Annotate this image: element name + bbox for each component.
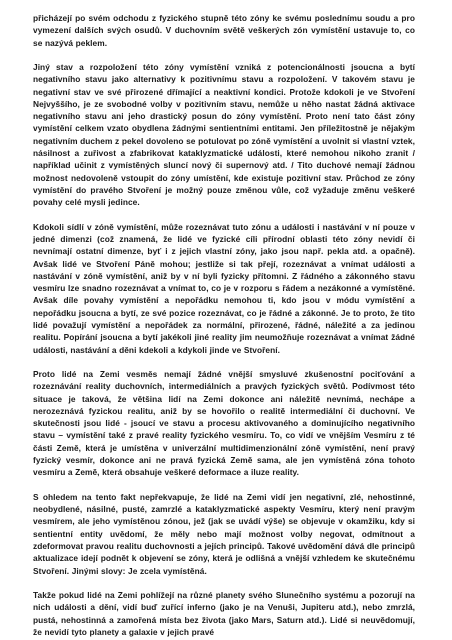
paragraph-3: Kdokoli sídlí v zóně vymístění, může rozeznávat tuto zónu a události i nastávání v ní pouze v jedné dimenzi (což znamená, že lidé ve fyzické cíli přírodní oblasti této zóny nevidí či nevnímají ostatní dimenze, byť i z jejich vlastní zóny, jako jsou např. pekla atd. a opačně). Avšak lidé ve Stvoření Páně mohou; jestliže si tak přejí, rozeznávat a vnímat události a nastávání v zóně vymístění, aniž by v ní byli fyzicky přítomni. Z řádného a zákonného stavu vesmíru lze snadno rozeznávat a vnímat to, co je v rozporu s řádem a nezákonné a vymístěné. Avšak díle povahy vymístění a nepořádku nemohou ti, kdo jsou v módu vymístění a nepořádku jsoucna a bytí, ze své pozice rozeznávat, co je řádné a zákonné. Je to proto, že tito lidé považují vymístění a nepořádek za normální, přirozené, řádné, náležité a za jedinou realitu. Popírání jsoucna a bytí jakékoli jiné reality jim neumožňuje rozeznávat a vnímat žádné události, nastávání a děni kdekoli a kdykoli jinde ve Stvoření. <box>33 221 415 355</box>
paragraph-2: Jiný stav a rozpoložení této zóny vymístění vzniká z potencionálnosti jsoucna a bytí negativního stavu jako alternativy k pozitivnímu stavu a rozpoložení. V takovém stavu je negativní stav ve své přirozené dřímající a neaktivní kondici. Protože kdokoli je ve Stvoření Nejvyššího, je ze svobodné volby v pozitivním stavu, nemůže u něho nastat žádná aktivace negativního stavu ani jeho drastický posun do zóny vymístění. Proto není tato část zóny vymístění celkem vzato obydlena žádnými sentientními entitami. Jen příležitostně je nějakým negativním duchem z pekel dovoleno se potulovat po zóně vymístění a uvolnit si vlastní vztek, násilnost a zuřivost a zfabrikovat kataklyzmatické události, které nemohou nikoho zranit / například učinit z vymístěných sluncí nový či supernový atd. / Tito duchové nemají žádnou možnost nedovoleně vstoupit do zóny umístění, kde existuje pozitivní stav. Průchod ze zóny vymístění do pravého Stvoření je možný pouze změnou vůle, což vyžaduje změnu veškeré povahy celé mysli jedince. <box>33 61 415 208</box>
paragraph-4: Proto lidé na Zemi vesměs nemají žádné vnější smysluvé zkušenostní pociťování a rozeznávání reality duchovních, intermediálních a pravých fyzických světů. Podívmost této situace je taková, že většina lidí na Zemi dokonce ani náležitě nevnímá, nechápe a nerozeznává fyzickou realitu, aniž by se hovořilo o realitě intermediální či duchovní. Ve skutečnosti jsou lidé - jsoucí ve stavu a procesu aktivovaného a dominujícího negativního stavu – vymístění také z pravé reality fyzického vesmíru. To, co vidí ve vnějším Vesmíru z té části Země, která je umístěna v univerzální multidimenzionální zóně vymístění, není pravý fyzický vesmír, dokonce ani ne pravá fyzická Země sama, ale jen vymístěná zóna tohoto vesmíru a Země, která obsahuje veškeré deformace a iluze reality. <box>33 369 415 478</box>
paragraph-1: přicházejí po svém odchodu z fyzického stupně této zóny ke svému poslednímu soudu a pro vymezení dalších svých osudů. V duchovním světě veškerých zón vymístění ustavuje to, co se nazývá peklem. <box>33 13 415 48</box>
paragraph-6: Takže pokud lidé na Zemi pohlížejí na různé planety svého Slunečního systému a pozorují na nich události a dění, vidí buď zuřící inferno (jako je na Venuši, Jupiteru atd.), nebo zmrzlá, pustá, nehostinná a zamořená místa bez života (jako Mars, Saturn atd.). Lidé si neuvědomují, že nevidí tyto planety a galaxie v jejich pravé <box>33 589 415 637</box>
document-body <box>33 12 415 638</box>
paragraph-5: S ohledem na tento fakt nepřekvapuje, že lidé na Zemi vidí jen negativní, zlé, nehostinné, neobydlené, násilné, pusté, zamrzlé a kataklyzmatické aspekty Vesmíru, který není pravým vesmírem, ale jeho vymístěnou zónou, jež (jak se uvádí výše) se objevuje v okamžiku, kdy si sentientní entity uvědomí, že měly nebo mají možnost volby negovat, odmítnout a zdeformovat pravou realitu duchovnosti a jejích principů. Takové uvědomění dává dle principů aktualizace idejí podnět k objevení se zóny, která je odlišná a vnější vzhledem ke skutečnému Stvoření. Jinými slovy: Je zcela vymístěná. <box>33 491 415 576</box>
